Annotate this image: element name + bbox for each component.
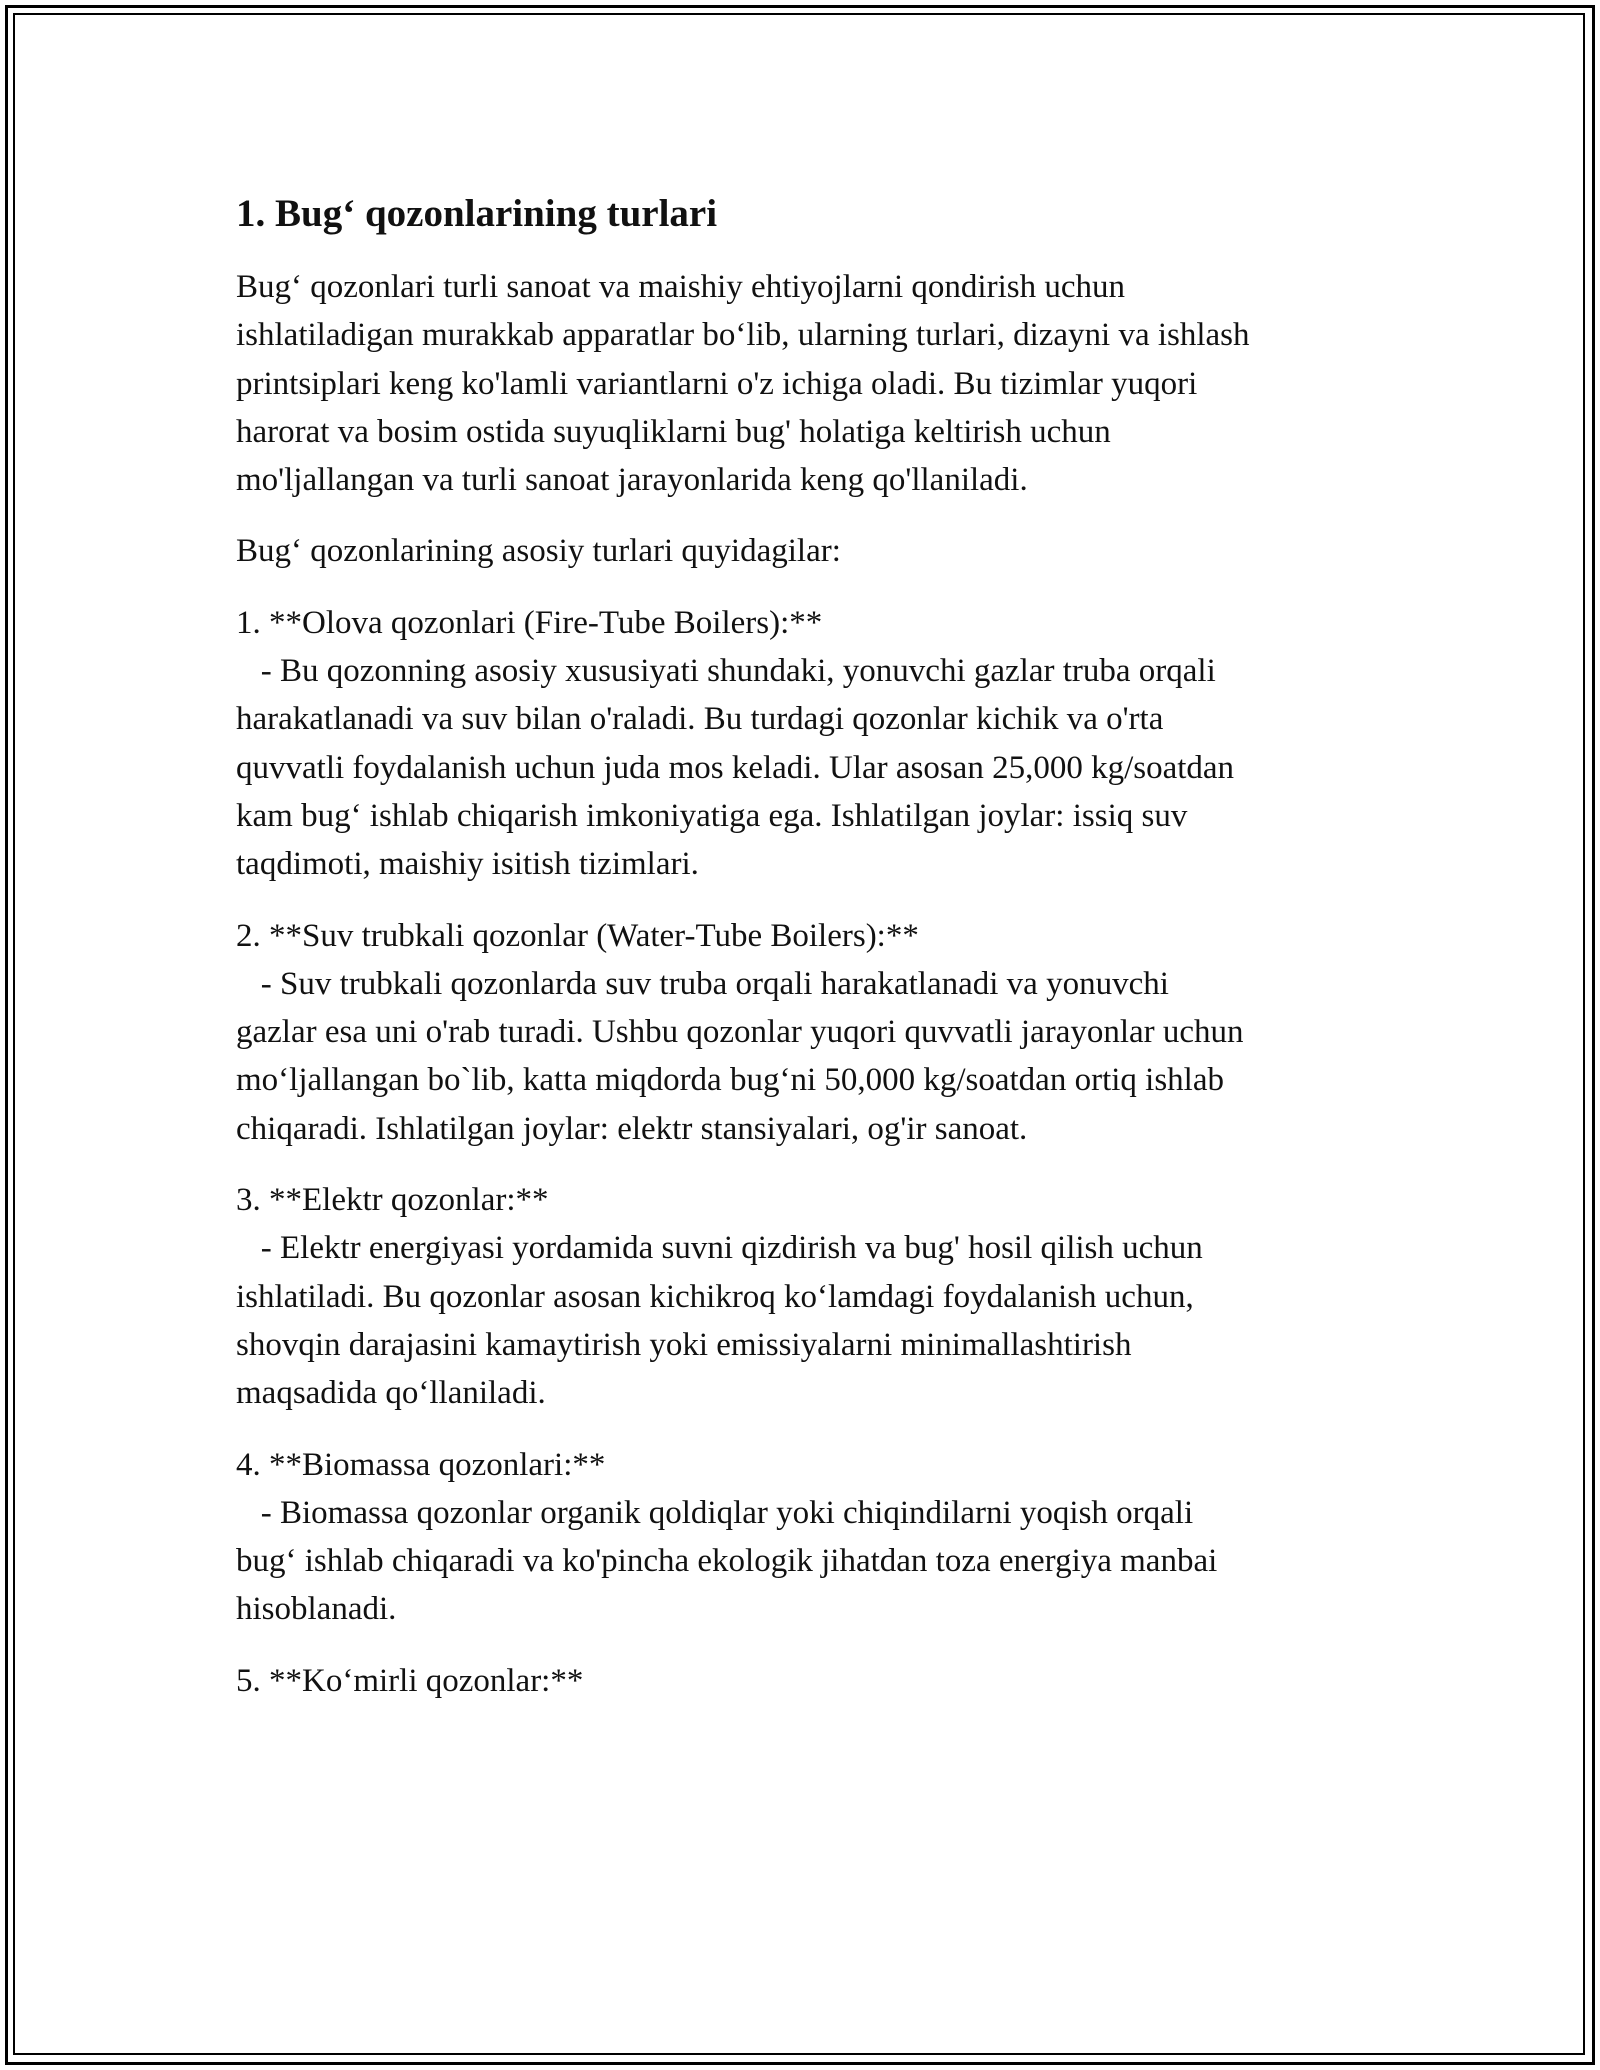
list-item-electric: 3. **Elektr qozonlar:** - Elektr energiyasi yordamida suvni qizdirish va bug' hosil qilish uchun ishlatiladi. Bu qozonlar asosan kichikroq ko‘lamdagi foydalanish uchun, shovqin darajasini kamaytirish yoki emissiyalarni minimallashtirish maqsadida qo‘llaniladi.	[236, 1182, 1203, 1412]
intro-paragraph: Bug‘ qozonlari turli sanoat va maishiy ehtiyojlarni qondirish uchun ishlatiladigan murakkab apparatlar bo‘lib, ularning turlari, dizayni va ishlash printsiplari keng ko'lamli variantlarni o'z ichiga oladi. Bu tizimlar yuqori harorat va bosim ostida suyuqliklarni bug' holatiga keltirish uchun mo'ljallangan va turli sanoat jarayonlarida keng qo'llaniladi.	[236, 269, 1250, 499]
list-item-water-tube: 2. **Suv trubkali qozonlar (Water-Tube Boilers):** - Suv trubkali qozonlarda suv truba orqali harakatlanadi va yonuvchi gazlar esa uni o'rab turadi. Ushbu qozonlar yuqori quvvatli jarayonlar uchun mo‘ljallangan bo`lib, katta miqdorda bug‘ni 50,000 kg/soatdan ortiq ishlab chiqaradi. Ishlatilgan joylar: elektr stansiyalari, og'ir sanoat.	[236, 917, 1244, 1147]
list-item-coal: 5. **Ko‘mirli qozonlar:**	[236, 1662, 584, 1699]
document-body	[236, 188, 1376, 1705]
list-item-biomass: 4. **Biomassa qozonlari:** - Biomassa qozonlar organik qoldiqlar yoki chiqindilarni yoqish orqali bug‘ ishlab chiqaradi va ko'pincha ekologik jihatdan toza energiya manbai hisoblanadi.	[236, 1446, 1218, 1628]
list-intro-paragraph: Bug‘ qozonlarining asosiy turlari quyidagilar:	[236, 533, 841, 570]
list-item-fire-tube: 1. **Olova qozonlari (Fire-Tube Boilers):** - Bu qozonning asosiy xususiyati shundaki, yonuvchi gazlar truba orqali harakatlanadi va suv bilan o'raladi. Bu turdagi qozonlar kichik va o'rta quvvatli foydalanish uchun juda mos keladi. Ular asosan 25,000 kg/soatdan kam bug‘ ishlab chiqarish imkoniyatiga ega. Ishlatilgan joylar: issiq suv taqdimoti, maishiy isitish tizimlari.	[236, 604, 1235, 883]
section-heading: 1. Bug‘ qozonlarining turlari	[236, 192, 718, 235]
